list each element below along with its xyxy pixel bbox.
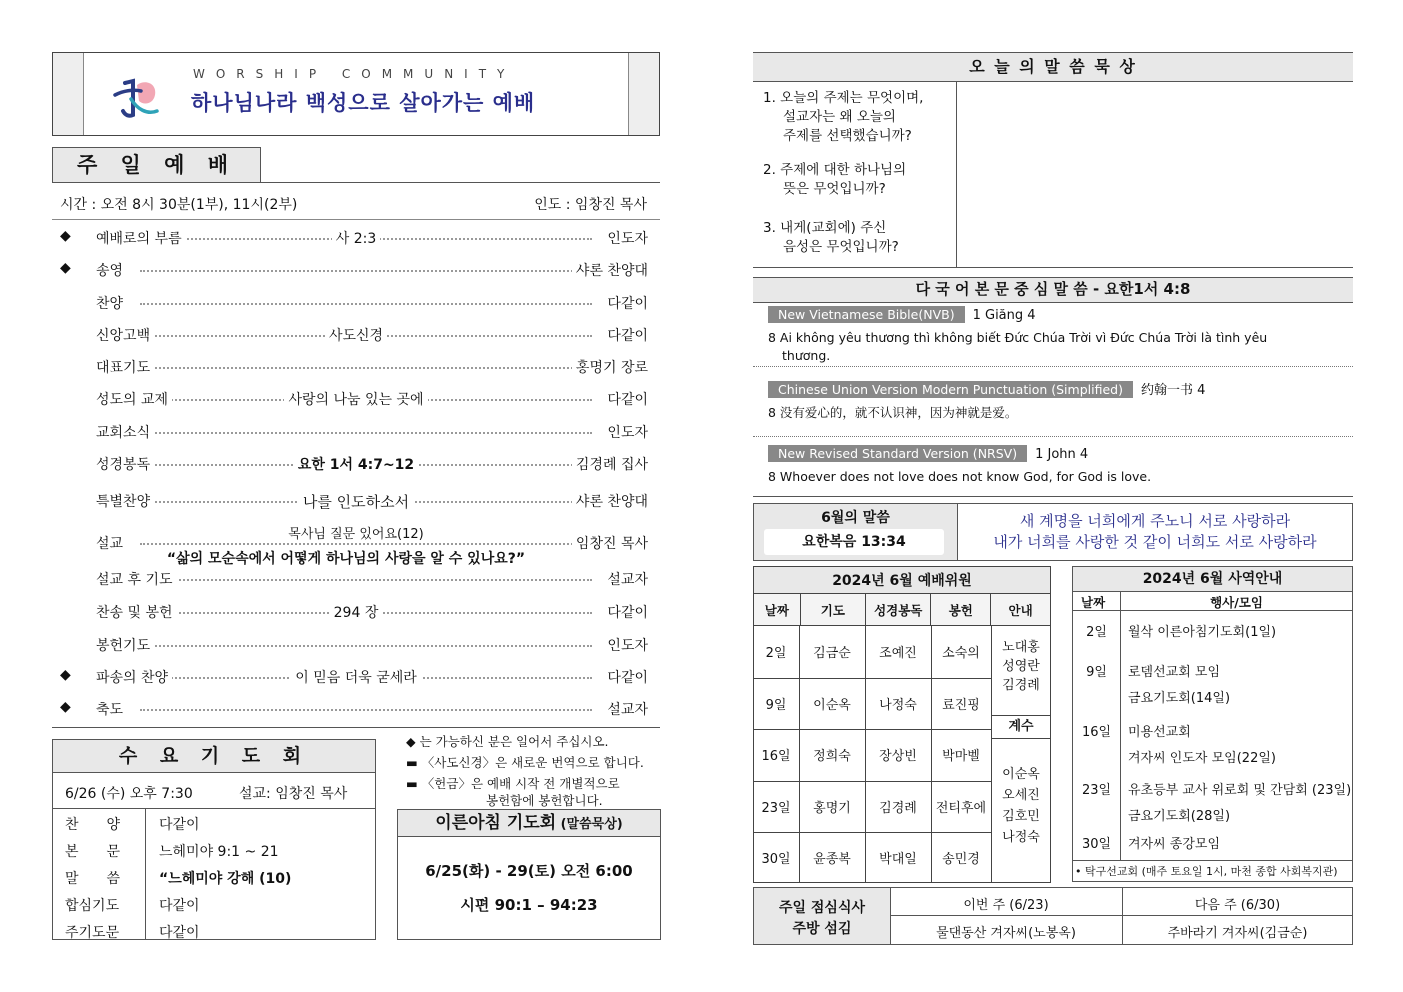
version-ref: 约翰一书 4 <box>1140 383 1206 398</box>
bulletin-header <box>52 52 660 136</box>
meditation-question <box>763 89 953 146</box>
version-text-cont: thương. <box>782 348 831 363</box>
monthly-line: 내가 너희를 사랑한 것 같이 너희도 서로 사랑하라 <box>993 533 1317 551</box>
service-item-person-text: 인도자 <box>603 638 652 654</box>
service-item <box>60 293 652 317</box>
note-offering <box>406 773 644 809</box>
divider <box>890 915 1352 916</box>
header-right-bar <box>628 53 659 135</box>
morning-schedule: 6/25(화) - 29(토) 오전 6:00 <box>425 862 633 880</box>
service-item-person <box>603 635 652 655</box>
divider <box>1073 860 1352 861</box>
divider <box>52 727 660 728</box>
service-item-detail-text: 사 2:3 <box>332 231 381 247</box>
ministry-date: 2일 <box>1086 625 1107 640</box>
service-item-person-text: 인도자 <box>603 231 652 247</box>
morning-prayer-box <box>397 809 661 940</box>
service-item-person-text: 다같이 <box>603 670 652 686</box>
service-item-name <box>92 260 127 280</box>
ministry-event: 겨자씨 인도자 모임(22일) <box>1128 751 1276 766</box>
ministry-event: 월삭 이른아침기도회(1일) <box>1128 625 1277 640</box>
counting-name: 이순옥 <box>1002 767 1040 782</box>
version-ref: 1 John 4 <box>1035 447 1089 462</box>
grid-line <box>753 678 991 679</box>
header-left-bar <box>53 53 84 135</box>
multilang-title: 다 국 어 본 문 중 심 말 씀 - 요한1서 4:8 <box>753 278 1353 303</box>
service-item-label: 찬송 및 봉헌 <box>92 605 177 621</box>
meditation-question <box>763 219 953 257</box>
service-item-detail-text: 사랑의 나눔 있는 곳에 <box>284 392 427 408</box>
service-item-person <box>603 569 652 589</box>
version-tag: New Revised Standard Version (NRSV) <box>768 445 1027 462</box>
monthly-verse-text <box>959 511 1351 553</box>
lunch-next-week: 다음 주 (6/30) <box>1194 898 1281 913</box>
divider <box>145 808 146 940</box>
monthly-ref: 요한복음 13:34 <box>764 529 944 555</box>
service-item <box>60 389 652 413</box>
service-item-person-text: 다같이 <box>603 605 652 621</box>
guide-name: 노대홍 <box>1002 640 1040 655</box>
header-title: 하나님나라 백성으로 살아가는 예배 <box>191 91 536 115</box>
committee-body <box>753 626 1051 882</box>
divider <box>1073 610 1352 611</box>
service-item <box>60 260 652 284</box>
guide-names <box>991 638 1051 695</box>
committee-title: 2024년 6월 예배위원 <box>754 567 1051 594</box>
service-item-label: 대표기도 <box>92 360 154 376</box>
service-item-name <box>92 569 177 589</box>
committee-cell: 윤종복 <box>813 852 851 867</box>
lunch-label-1: 주일 점심식사 <box>778 900 866 916</box>
lunch-label-2: 주방 섬김 <box>792 921 852 937</box>
service-item <box>60 667 652 691</box>
meditation-title: 오 늘 의 말 씀 묵 상 <box>753 53 1353 82</box>
committee-cell: 전티후에 <box>935 800 987 816</box>
ministry-event: 금요기도회(28일) <box>1128 809 1231 824</box>
lunch-this-week: 이번 주 (6/23) <box>963 898 1049 913</box>
note-text: 〈사도신경〉은 새로운 번역으로 합니다. <box>421 755 644 770</box>
ministry-date: 16일 <box>1081 725 1112 740</box>
ministry-date: 30일 <box>1081 837 1112 852</box>
committee-cell: 김경례 <box>879 800 917 816</box>
counting-names <box>991 764 1051 848</box>
ministry-date: 9일 <box>1086 665 1107 680</box>
committee-cell: 9일 <box>765 697 787 713</box>
divider <box>753 436 1353 437</box>
service-item-name <box>92 357 154 377</box>
note-text: 〈헌금〉은 예배 시작 전 개별적으로 <box>421 776 620 791</box>
committee-header-row <box>754 594 1051 626</box>
service-item-detail <box>60 491 652 512</box>
leader-dots <box>140 543 592 545</box>
committee-cell: 2일 <box>765 646 787 661</box>
committee-cell: 박마벨 <box>942 749 980 764</box>
service-item-person-text: 설교자 <box>603 572 652 588</box>
service-item-detail <box>60 454 652 474</box>
leader-dots <box>140 579 592 581</box>
monthly-verse-box <box>753 503 1353 561</box>
lunch-box <box>753 887 1353 945</box>
service-item-label: 송영 <box>92 263 127 279</box>
wednesday-row-value: 다같이 <box>159 925 200 941</box>
service-item-detail-text: 나를 인도하소서 <box>299 493 413 511</box>
wednesday-row-value: 다같이 <box>159 817 200 833</box>
service-item-person-text: 샤론 찬양대 <box>572 494 652 510</box>
diamond-icon: ◆ <box>60 228 71 244</box>
committee-cell: 송민경 <box>942 852 980 867</box>
version-tag: Chinese Union Version Modern Punctuation (Simplified) <box>768 381 1133 398</box>
lunch-next-team: 주바라기 겨자씨(김금순) <box>1167 926 1308 941</box>
service-item <box>60 635 652 659</box>
counting-label: 계수 <box>991 715 1051 739</box>
morning-prayer-title <box>397 809 661 837</box>
ministry-event: 금요기도회(14일) <box>1128 691 1231 706</box>
committee-cell: 박대일 <box>879 852 917 867</box>
notes <box>406 731 644 809</box>
diamond-icon: ◆ <box>60 260 71 276</box>
service-item-person <box>572 454 652 474</box>
bar-icon: ▬ <box>406 776 418 791</box>
guide-name: 성영란 <box>1002 659 1040 674</box>
wednesday-time: 6/26 (수) 오후 7:30 <box>65 786 193 802</box>
service-item <box>60 325 652 349</box>
wednesday-row-value: 느헤미야 9:1 ~ 21 <box>159 844 279 860</box>
wednesday-row-label: 본 문 <box>65 844 121 860</box>
note-text: 봉헌함에 봉헌합니다. <box>486 793 603 808</box>
meditation-question <box>763 161 953 199</box>
wednesday-row-label: 합심기도 <box>65 898 120 914</box>
note-creed <box>406 752 644 773</box>
leader-dots <box>140 303 592 305</box>
counting-name: 나정숙 <box>1002 830 1040 845</box>
service-item-person <box>603 228 652 248</box>
counting-name: 오세진 <box>1002 788 1040 803</box>
lunch-label <box>754 888 891 944</box>
divider <box>956 81 957 267</box>
version-header <box>768 306 1036 323</box>
service-item-person-text: 다같이 <box>603 296 652 312</box>
grid-line <box>753 729 991 730</box>
service-leader: 인도 : 임창진 목사 <box>534 197 647 213</box>
ministry-event-header: 행사/모임 <box>1210 595 1263 610</box>
leader-dots <box>140 367 592 369</box>
ministry-event: 유초등부 교사 위로회 및 간담회 (23일) <box>1128 783 1352 798</box>
service-item-person <box>603 667 652 687</box>
sermon-series: 목사님 질문 있어요(12) <box>288 527 424 542</box>
leader-dots <box>140 709 592 711</box>
committee-grid <box>753 626 1051 882</box>
leader-dots <box>140 645 592 647</box>
service-item-person <box>572 357 652 377</box>
lunch-this-team: 물댄동산 겨자씨(노봉옥) <box>936 926 1076 941</box>
service-item-person-text: 다같이 <box>603 392 652 408</box>
divider <box>1120 591 1121 861</box>
counting-name: 김호민 <box>1002 809 1040 824</box>
ministry-title: 2024년 6월 사역안내 <box>1073 567 1352 592</box>
service-item-label: 성경봉독 <box>92 457 154 473</box>
committee-header-cell: 봉헌 <box>931 594 991 626</box>
ministry-date-header: 날짜 <box>1081 595 1106 610</box>
service-item-label: 축도 <box>92 702 127 718</box>
wednesday-row-label: 주기도문 <box>65 925 120 941</box>
service-item-detail-text: 사도신경 <box>325 328 387 344</box>
meditation-question-line: 음성은 무엇입니까? <box>783 239 899 255</box>
diamond-icon: ◆ <box>60 667 71 683</box>
wednesday-row-value: 다같이 <box>159 898 200 914</box>
service-time: 시간 : 오전 8시 30분(1부), 11시(2부) <box>60 197 298 213</box>
service-item <box>60 699 652 723</box>
committee-cell: 30일 <box>761 852 791 867</box>
leader-dots <box>140 270 592 272</box>
service-item-detail <box>60 667 652 687</box>
committee-cell: 16일 <box>761 749 791 764</box>
church-logo-icon <box>111 75 161 121</box>
service-item-label: 신앙고백 <box>92 328 154 344</box>
service-item-name <box>92 422 154 442</box>
service-item-person-text: 인도자 <box>603 425 652 441</box>
multilang-box <box>753 277 1353 497</box>
service-item <box>60 228 652 252</box>
service-item <box>60 602 652 626</box>
service-item-detail-text: 294 장 <box>330 605 383 621</box>
service-item <box>60 422 652 446</box>
service-item-person-text: 샤론 찬양대 <box>572 263 652 279</box>
committee-cell: 이순옥 <box>813 697 851 713</box>
meditation-question-line: 3. 내게(교회에) 주신 <box>763 220 887 236</box>
committee-table <box>753 566 1051 626</box>
service-item-detail <box>60 389 652 409</box>
service-item-label: 설교 <box>92 536 127 552</box>
service-item-label: 찬양 <box>92 296 127 312</box>
ministry-event: 미용선교회 <box>1128 725 1191 740</box>
version-tag: New Vietnamese Bible(NVB) <box>768 306 965 323</box>
service-item-person-text: 임창진 목사 <box>572 536 652 552</box>
committee-header-cell: 기도 <box>800 594 865 626</box>
morning-title: 이른아침 기도회 <box>435 813 557 833</box>
wednesday-preacher: 설교: 임창진 목사 <box>239 786 348 802</box>
meditation-box <box>753 52 1353 268</box>
version-ref: 1 Giăng 4 <box>972 308 1036 323</box>
service-item-person <box>603 389 652 409</box>
monthly-line: 새 계명을 너희에게 주노니 서로 사랑하라 <box>1019 512 1291 530</box>
meditation-question-line: 뜻은 무엇입니까? <box>783 181 886 197</box>
service-item-name <box>92 635 154 655</box>
morning-text: 시편 90:1 – 94:23 <box>460 896 598 914</box>
morning-title-sub: (말씀묵상) <box>560 817 623 832</box>
committee-cell: 나정숙 <box>879 697 917 713</box>
meditation-question-line: 2. 주제에 대한 하나님의 <box>763 162 907 178</box>
committee-cell: 소숙의 <box>942 646 980 661</box>
committee-cell: 료진핑 <box>942 697 980 713</box>
divider <box>53 808 375 809</box>
service-item-person <box>572 491 652 511</box>
service-item <box>60 454 652 478</box>
wednesday-row-value: “느헤미야 강해 (10) <box>159 871 292 887</box>
committee-cell: 23일 <box>761 800 791 816</box>
ministry-box <box>1072 566 1353 882</box>
service-item-name <box>92 293 127 313</box>
version-text: 8 没有爱心的，就不认识神，因为神就是爱。 <box>768 405 1018 420</box>
committee-header-cell: 성경봉독 <box>866 594 931 626</box>
service-item-detail-text: 요한 1서 4:7~12 <box>294 457 418 473</box>
committee-cell: 정희숙 <box>813 749 851 764</box>
service-item-person <box>603 293 652 313</box>
grid-line <box>753 832 991 833</box>
committee-cell: 조예진 <box>879 646 917 661</box>
meditation-question-line: 주제를 선택했습니까? <box>783 128 912 144</box>
grid-line <box>753 781 991 782</box>
service-item-label: 교회소식 <box>92 425 154 441</box>
committee-header-cell: 안내 <box>991 594 1051 626</box>
version-header <box>768 379 1205 398</box>
diamond-icon: ◆ <box>406 734 416 749</box>
committee-header-cell: 날짜 <box>754 594 801 626</box>
wednesday-title: 수 요 기 도 회 <box>52 739 376 773</box>
service-item-detail-text: 이 믿음 더욱 굳세라 <box>291 670 421 686</box>
service-item-detail <box>60 325 652 345</box>
service-item-label: 성도의 교제 <box>92 392 172 408</box>
bar-icon: ▬ <box>406 755 418 770</box>
version-text: 8 Whoever does not love does not know God, for God is love. <box>768 469 1152 484</box>
service-item-person-text: 홍명기 장로 <box>572 360 652 376</box>
service-item-person <box>603 325 652 345</box>
service-item <box>60 569 652 593</box>
committee-cell: 장상빈 <box>879 749 917 764</box>
version-text: 8 Ai không yêu thương thì không biết Đức Chúa Trời vì Đức Chúa Trời là tình yêu <box>768 330 1268 345</box>
service-item-person-text: 설교자 <box>603 702 652 718</box>
version-header <box>768 445 1088 462</box>
service-item-person <box>572 260 652 280</box>
ministry-event: 로뎀선교회 모임 <box>1128 665 1221 680</box>
meditation-question-line: 설교자는 왜 오늘의 <box>783 109 896 125</box>
note-standing <box>406 731 644 752</box>
service-item-name <box>92 699 127 719</box>
service-item-person <box>603 422 652 442</box>
diamond-icon: ◆ <box>60 699 71 715</box>
divider <box>52 182 660 183</box>
service-item-person-text: 다같이 <box>603 328 652 344</box>
service-item <box>60 357 652 381</box>
wednesday-row-label: 찬 양 <box>65 817 121 833</box>
wednesday-prayer-box <box>52 739 376 940</box>
service-item-label: 예배로의 부름 <box>92 231 186 247</box>
meditation-question-line: 1. 오늘의 주제는 무엇이며, <box>763 90 924 106</box>
monthly-verse-label <box>754 504 958 560</box>
header-subtitle: WORSHIP COMMUNITY <box>193 67 516 81</box>
monthly-title: 6월의 말씀 <box>821 510 890 526</box>
service-item-detail <box>60 602 652 622</box>
ministry-event: 겨자씨 종강모임 <box>1128 837 1221 852</box>
sermon-title: “삶의 모순속에서 어떻게 하나님의 사랑을 알 수 있나요?” <box>166 551 526 567</box>
service-item-person-text: 김경례 집사 <box>572 457 652 473</box>
committee-cell: 홍명기 <box>813 800 851 816</box>
service-item-detail <box>60 228 652 248</box>
service-item-label: 설교 후 기도 <box>92 572 177 588</box>
service-item-label: 파송의 찬양 <box>92 670 172 686</box>
service-item-person <box>603 699 652 719</box>
service-item-person <box>603 602 652 622</box>
guide-name: 김경례 <box>1002 678 1040 693</box>
ministry-date: 23일 <box>1081 783 1112 798</box>
sunday-service-title: 주 일 예 배 <box>52 147 261 183</box>
leader-dots <box>140 432 592 434</box>
note-text: 는 가능하신 분은 일어서 주십시오. <box>419 734 609 749</box>
divider <box>753 366 1353 367</box>
service-item-label: 봉헌기도 <box>92 638 154 654</box>
committee-cell: 김금순 <box>813 646 851 661</box>
divider <box>52 219 660 220</box>
committee-box <box>753 566 1051 882</box>
service-item-label: 특별찬양 <box>92 494 154 510</box>
service-item <box>60 491 652 515</box>
wednesday-row-label: 말 씀 <box>65 871 121 887</box>
ministry-footnote: • 탁구선교회 (매주 토요일 1시, 마천 종합 사회복지관) <box>1075 865 1338 878</box>
